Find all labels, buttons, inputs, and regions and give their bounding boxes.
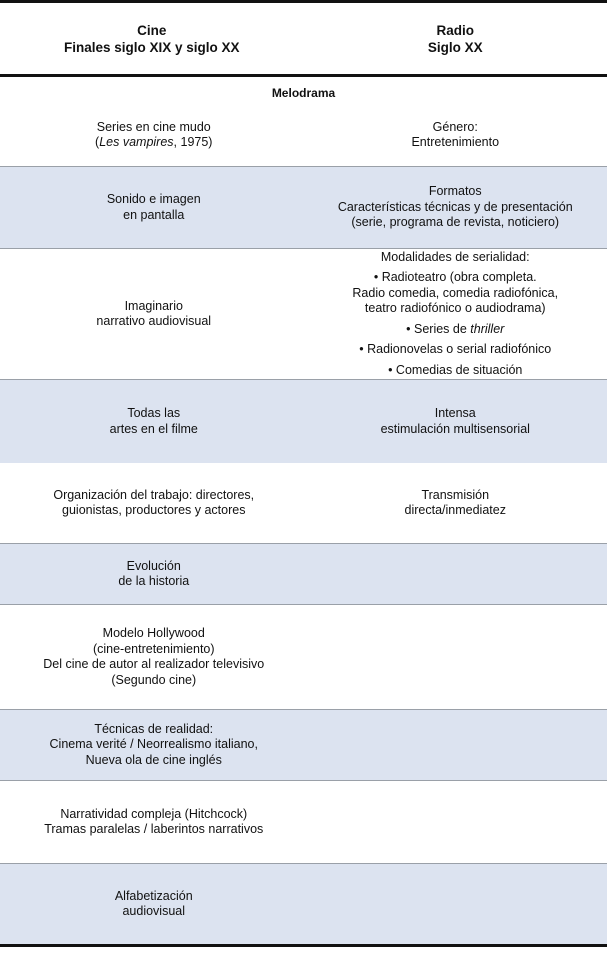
cell-radio [304, 105, 607, 165]
header-cine-title: Cine [137, 22, 167, 38]
cell-line: de la historia [118, 574, 190, 588]
cell-line: Género: [432, 119, 478, 134]
list-item: • Radionovelas o serial radiofónico [359, 342, 552, 357]
cell-line: audiovisual [122, 904, 186, 918]
table-row [0, 781, 607, 863]
bottom-rule [0, 944, 607, 947]
cell-line: Imaginario [124, 298, 183, 313]
cell-line: Series en cine mudo [96, 119, 211, 134]
cell-line: Evolución [126, 558, 181, 573]
cell-line: guionistas, productores y actores [62, 503, 246, 517]
cell-line: Tramas paralelas / laberintos narrativos [44, 822, 264, 836]
table-row [0, 380, 607, 463]
cell-line: Todas las [127, 406, 181, 420]
film-title: Les vampires [99, 135, 174, 149]
cell-line: directa/inmediatez [404, 503, 506, 517]
cell-line: Transmisión [421, 487, 490, 502]
cell-cine [0, 463, 304, 543]
cell-line: (cine-entretenimiento) [92, 641, 215, 656]
table-row [0, 167, 607, 248]
cell-radio [304, 710, 607, 780]
list-item: • Series de thriller [406, 321, 505, 336]
cell-cine [0, 380, 304, 463]
cell-cine [0, 544, 304, 604]
cell-cine [0, 105, 304, 165]
cell-line: estimulación multisensorial [380, 421, 530, 436]
thriller-word: thriller [470, 321, 505, 336]
section-subheader: Melodrama [271, 86, 336, 100]
table-row [0, 249, 607, 379]
cell-cine [0, 249, 304, 379]
table-row [0, 710, 607, 780]
cell-line: Narratividad compleja (Hitchcock) [60, 806, 248, 821]
cell-line: Entretenimiento [411, 135, 500, 149]
header-radio-title: Radio [436, 22, 474, 38]
cell-cine [0, 864, 304, 944]
cell-cine [0, 605, 304, 709]
cell-radio [304, 864, 607, 944]
list-item-cont: teatro radiofónico o audiodrama) [364, 301, 546, 316]
cell-radio [304, 544, 607, 604]
header-radio-subtitle: Siglo XX [427, 39, 483, 55]
cell-line: artes en el filme [109, 421, 198, 436]
list-item: • Radioteatro (obra completa. [373, 270, 537, 285]
table-row [0, 605, 607, 709]
cell-line: Formatos [428, 184, 482, 199]
cell-radio [304, 380, 607, 463]
cell-line: Del cine de autor al realizador televisivo [43, 657, 265, 671]
cell-line-italic-film: (Les vampires, 1975) [95, 135, 213, 149]
serialidad-list [352, 250, 558, 379]
cell-line: en pantalla [123, 207, 185, 222]
cell-radio [304, 605, 607, 709]
cell-radio [304, 781, 607, 863]
cell-cine [0, 167, 304, 248]
cell-line: narrativo audiovisual [96, 314, 212, 328]
table-row [0, 463, 607, 543]
header-cine-subtitle: Finales siglo XIX y siglo XX [63, 39, 240, 55]
table-row [0, 544, 607, 604]
table-row [0, 864, 607, 944]
table-row [0, 105, 607, 165]
cell-radio [304, 463, 607, 543]
cell-line: Características técnicas y de presentación [337, 199, 573, 214]
cell-line: Organización del trabajo: directores, [53, 487, 255, 502]
cell-radio [304, 167, 607, 248]
cell-line: Sonido e imagen [106, 192, 201, 206]
cell-line: (serie, programa de revista, noticiero) [351, 215, 560, 230]
cell-line: Cinema verité / Neorrealismo italiano, [49, 737, 258, 752]
cell-cine [0, 781, 304, 863]
cell-line: Intensa [434, 406, 476, 420]
list-item: • Comedias de situación [388, 362, 523, 377]
cell-line: (Segundo cine) [111, 672, 197, 687]
cell-radio [304, 249, 607, 379]
list-item-cont: Radio comedia, comedia radiofónica, [352, 285, 559, 300]
cell-line: Nueva ola de cine inglés [85, 752, 222, 767]
header-radio [304, 3, 607, 74]
table-header [0, 3, 607, 74]
header-rule [0, 74, 607, 77]
cell-line: Modelo Hollywood [102, 626, 205, 640]
header-cine [0, 3, 304, 74]
list-title: Modalidades de serialidad: [380, 249, 530, 264]
cell-line: Alfabetización [114, 888, 193, 903]
cell-line: Técnicas de realidad: [94, 721, 214, 736]
cell-cine [0, 710, 304, 780]
